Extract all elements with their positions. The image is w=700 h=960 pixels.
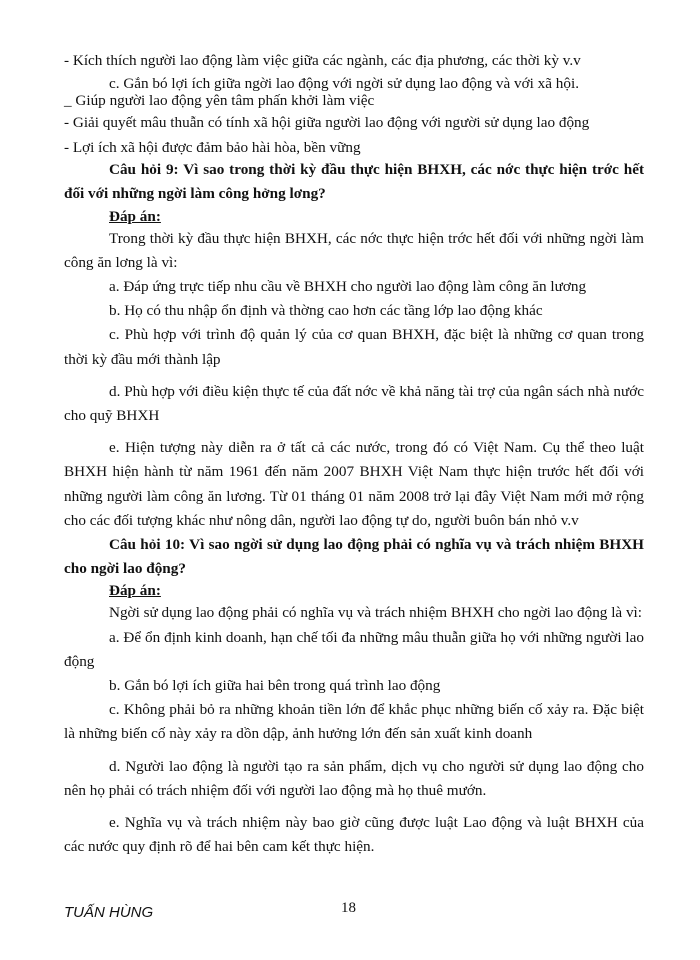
footer-author: TUẤN HÙNG <box>64 904 154 921</box>
intro-line-1: - Kích thích người lao động làm việc giữa các ngành, các địa phương, các thời kỳ v.v <box>64 52 581 69</box>
intro-line-4: - Giải quyết mâu thuẫn có tính xã hội giữa người lao động với người sử dụng lao động <box>64 114 590 131</box>
question-9-item-b: b. Họ có thu nhập ổn định và thờng cao hơn các tầng lớp lao động khác <box>109 302 543 320</box>
question-10-item-e: e. Nghĩa vụ và trách nhiệm này bao giờ cũng được luật Lao động và luật BHXH của các nước quy định rõ để hai bên cam kết thực hiện. <box>64 814 644 856</box>
intro-line-5: - Lợi ích xã hội được đảm bảo hài hòa, bền vững <box>64 139 361 157</box>
question-9-answer-label: Đáp án: <box>109 207 161 225</box>
question-9-item-e: e. Hiện tượng này diễn ra ở tất cả các nước, trong đó có Việt Nam. Cụ thể theo luật BHXH hiện hành từ năm 1961 đến năm 2007 BHXH Việt Nam thực hiện trước hết đối với những người làm công ăn lương. Từ 01 tháng 01 năm 2008 trở lại đây Việt Nam mới mở rộng cho các đối tượng khác như nông dân, người lao động tự do, người buôn bán nhỏ v.v <box>64 439 644 529</box>
intro-line-3: _ Giúp người lao động yên tâm phấn khởi làm việc <box>64 92 375 109</box>
document-page <box>64 52 644 859</box>
question-10-item-c: c. Không phải bỏ ra những khoản tiền lớn để khắc phục những biến cố xảy ra. Đặc biệt là những biến cố này xảy ra dồn dập, ảnh hưởng lớn đến sản xuất kinh doanh <box>64 701 644 743</box>
question-9-item-c: c. Phù hợp với trình độ quản lý của cơ quan BHXH, đặc biệt là những cơ quan trong thời kỳ đầu mới thành lập <box>64 326 644 368</box>
question-10-item-a: a. Để ổn định kinh doanh, hạn chế tối đa những mâu thuẫn giữa họ với những người lao động <box>64 628 644 670</box>
question-9-heading: Câu hỏi 9: Vì sao trong thời kỳ đầu thực hiện BHXH, các nớc thực hiện trớc hết đối với những ngời làm công hởng lơng? <box>64 161 644 203</box>
question-10-answer-label: Đáp án: <box>109 582 161 600</box>
question-9-item-d: d. Phù hợp với điều kiện thực tế của đất nớc về khả năng tài trợ của ngân sách nhà nước cho quỹ BHXH <box>64 382 644 425</box>
page-number: 18 <box>341 900 356 916</box>
question-10-intro: Ngời sử dụng lao động phải có nghĩa vụ và trách nhiệm BHXH cho ngời lao động là vì: <box>109 604 642 622</box>
intro-line-2: c. Gắn bó lợi ích giữa ngời lao động với ngời sử dụng lao động và với xã hội. <box>109 75 579 92</box>
question-9-item-a: a. Đáp ứng trực tiếp nhu cầu về BHXH cho người lao động làm công ăn lương <box>109 278 587 296</box>
question-10-heading: Câu hỏi 10: Vì sao ngời sử dụng lao động phải có nghĩa vụ và trách nhiệm BHXH cho ngời lao động? <box>64 536 644 578</box>
question-9-intro: Trong thời kỳ đầu thực hiện BHXH, các nớc thực hiện trớc hết đối với những ngời làm công ăn lơng là vì: <box>64 229 644 271</box>
question-10-item-d: d. Người lao động là người tạo ra sản phẩm, dịch vụ cho người sử dụng lao động cho nên họ phải có trách nhiệm đối với người lao động mà họ thuê mướn. <box>64 757 644 799</box>
question-10-item-b: b. Gắn bó lợi ích giữa hai bên trong quá trình lao động <box>109 677 441 695</box>
